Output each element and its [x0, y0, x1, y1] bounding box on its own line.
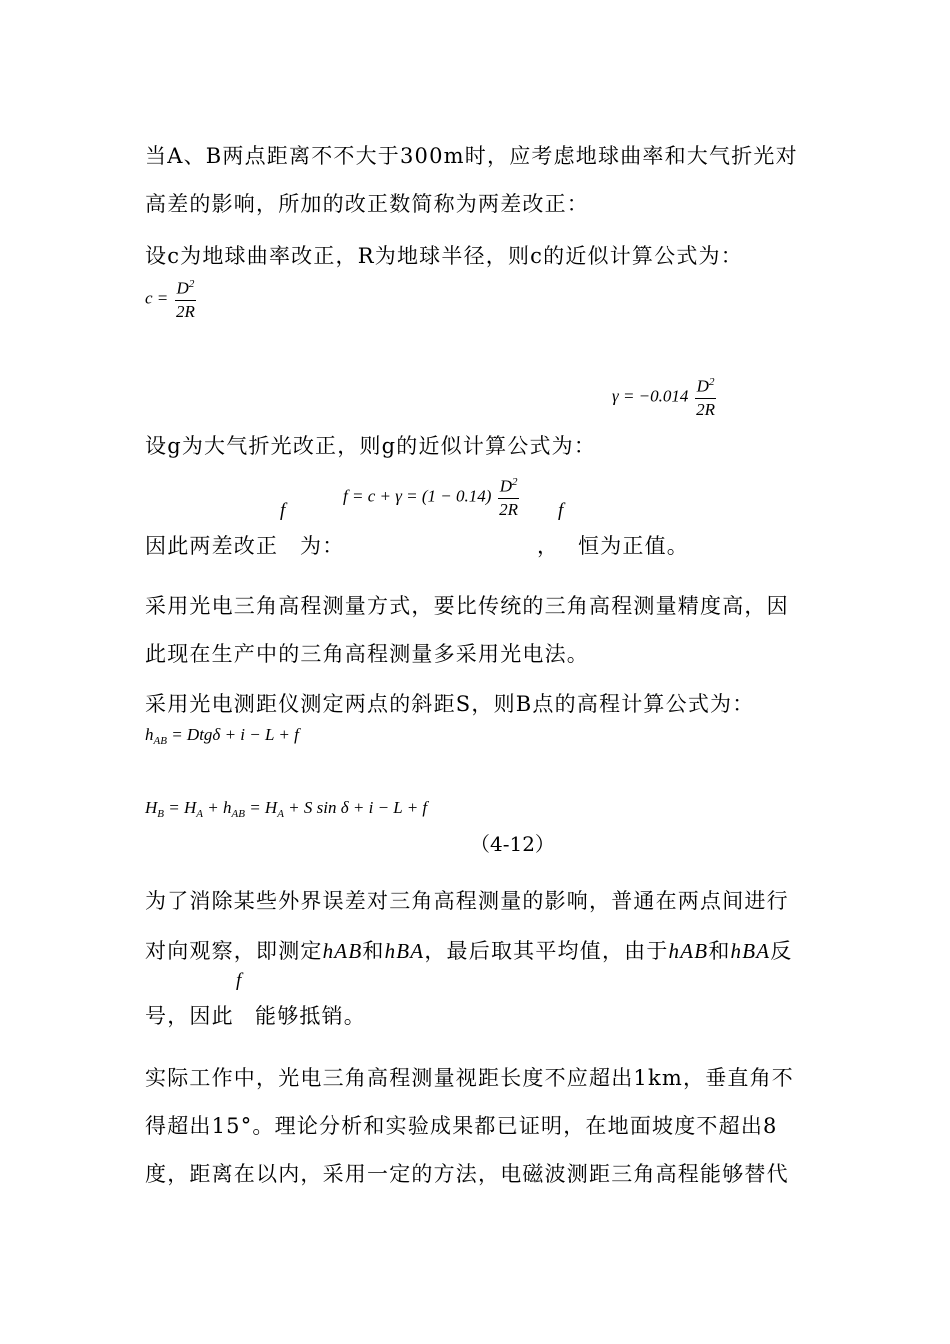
paragraph-line: 设c为地球曲率改正，R为地球半径，则c的近似计算公式为：: [145, 244, 743, 268]
paragraph-line: [537, 530, 559, 560]
text-segment: hAB: [322, 939, 363, 963]
formula-subscript: A: [196, 808, 203, 820]
formula-subscript: AB: [153, 735, 167, 747]
exponent: 2: [708, 376, 715, 388]
paragraph-line: 高差的影响，所加的改正数简称为两差改正：: [145, 192, 589, 216]
f-symbol: f: [558, 500, 564, 521]
text-segment: 反: [770, 939, 793, 963]
text-segment: 恒为正值。: [578, 534, 689, 558]
paragraph-line: 为了消除某些外界误差对三角高程测量的影响，普通在两点间进行: [145, 889, 789, 913]
fraction-denominator: 2R: [696, 399, 715, 419]
formula-rhs: = Dtgδ + i − L + f: [171, 725, 299, 744]
paragraph-line: 实际工作中，光电三角高程测量视距长度不应超出1km，垂直角不: [145, 1066, 794, 1090]
formula-lhs: c =: [145, 288, 169, 308]
text-segment: 和: [362, 939, 385, 963]
curvature-formula: [145, 278, 198, 322]
text-segment: hBA: [384, 939, 425, 963]
formula-rhs: + S sin δ + i − L + f: [288, 798, 428, 817]
text-segment: 对向观察，即测定: [145, 939, 323, 963]
fraction-numerator: D: [696, 376, 709, 396]
formula-subscript: A: [277, 808, 284, 820]
paragraph-line: 得超出15°。理论分析和实验成果都已证明，在地面坡度不超出8: [145, 1114, 778, 1138]
formula-symbol: = H: [168, 798, 197, 817]
formula-subscript: AB: [231, 808, 245, 820]
fraction-denominator: 2R: [499, 499, 519, 519]
fraction-denominator: 2R: [175, 301, 195, 321]
paragraph-line: [145, 935, 792, 965]
fraction-numerator: D: [499, 476, 512, 496]
formula-lhs: f = c + γ = (1 − 0.14): [343, 486, 492, 506]
text-segment: 为：: [300, 534, 345, 558]
paragraph-line: [255, 1000, 366, 1030]
formula-lhs: γ = −0.014: [612, 386, 689, 406]
formula-fraction: [498, 476, 520, 520]
text-segment: ，最后取其平均值，由于: [424, 939, 669, 963]
text-segment: hBA: [730, 939, 771, 963]
text-segment: 号，因此: [145, 1004, 234, 1028]
formula-symbol: + h: [207, 798, 232, 817]
height-difference-formula: [145, 725, 299, 747]
fraction-numerator: D: [176, 278, 189, 298]
f-symbol: f: [236, 970, 242, 991]
formula-symbol: h: [145, 725, 154, 744]
text-segment: 能够抵销。: [255, 1004, 366, 1028]
paragraph-line: 设g为大气折光改正，则g的近似计算公式为：: [145, 434, 597, 458]
paragraph-line: 采用光电三角高程测量方式，要比传统的三角高程测量精度高，因: [145, 594, 789, 618]
paragraph-line: 当A、B两点距离不不大于300m时，应考虑地球曲率和大气折光对: [145, 144, 798, 168]
paragraph-line: 度，距离在以内，采用一定的方法，电磁波测距三角高程能够替代: [145, 1162, 789, 1186]
formula-symbol: = H: [249, 798, 278, 817]
text-segment: 因此两差改正: [145, 534, 279, 558]
paragraph-line: 此现在生产中的三角高程测量多采用光电法。: [145, 642, 589, 666]
refraction-formula: [612, 376, 718, 420]
paragraph-line: [145, 1000, 234, 1030]
paragraph-line: 采用光电测距仪测定两点的斜距S，则B点的高程计算公式为：: [145, 692, 755, 716]
text-segment: hAB: [668, 939, 709, 963]
f-symbol: f: [280, 500, 286, 521]
paragraph-line: [578, 530, 689, 560]
formula-symbol: H: [145, 798, 158, 817]
elevation-formula: [145, 798, 427, 820]
paragraph-line: [300, 530, 344, 560]
two-difference-formula: [343, 476, 521, 520]
exponent: 2: [511, 476, 518, 488]
formula-fraction: [175, 278, 197, 322]
text-segment: 和: [708, 939, 731, 963]
formula-subscript: B: [157, 808, 165, 820]
paragraph-line: [145, 530, 278, 560]
equation-number: （4-12）: [470, 832, 555, 856]
exponent: 2: [188, 278, 195, 290]
formula-fraction: [695, 376, 717, 420]
text-segment: ，: [537, 534, 560, 558]
